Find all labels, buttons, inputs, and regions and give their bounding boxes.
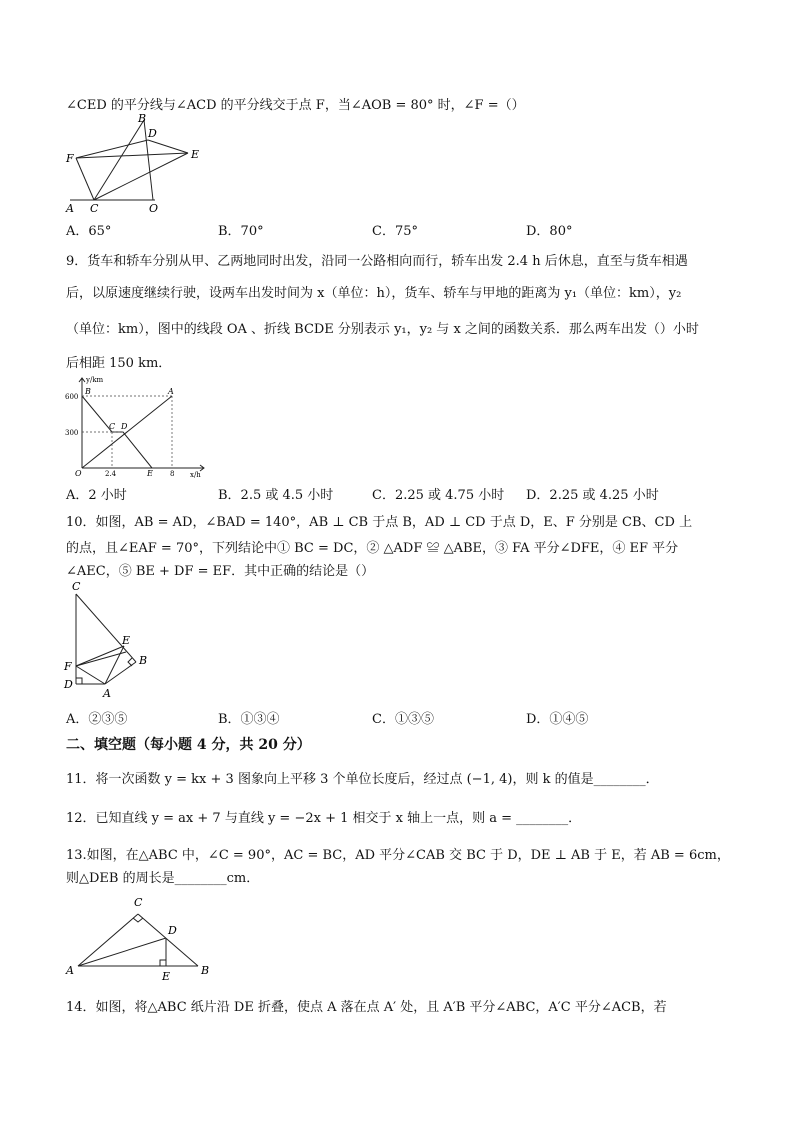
fig8-label-A: A	[66, 202, 74, 215]
fig8-label-C: C	[90, 202, 99, 215]
q9-xtick-2.4: 2.4	[105, 470, 117, 478]
fig13-label-B: B	[201, 964, 210, 977]
q8-option-a: A．65°	[66, 224, 112, 239]
section-title-fill-blank: 二、填空题（每小题 4 分，共 20 分）	[66, 737, 311, 753]
fig8-label-D: D	[148, 127, 157, 140]
fig10-label-A: A	[103, 687, 111, 700]
fig10-label-C: C	[72, 580, 81, 593]
q9-point-D: D	[121, 422, 128, 431]
q9-option-a: A．2 小时	[66, 488, 127, 503]
q10-option-a: A．②③⑤	[66, 712, 128, 727]
q9-line2: 后，以原速度继续行驶，设两车出发时间为 x（单位：h），货车、轿车与甲地的距离为 y₁（单位：km），y₂	[66, 286, 682, 301]
q9-point-A: A	[168, 387, 174, 396]
fig10-label-F: F	[64, 660, 72, 673]
q13-line1: 13.如图，在△ABC 中，∠C = 90°，AC = BC，AD 平分∠CAB 交 BC 于 D，DE ⊥ AB 于 E，若 AB = 6cm，	[66, 848, 730, 863]
q12-text: 12．已知直线 y = ax + 7 与直线 y = −2x + 1 相交于 x 轴上一点，则 a = ________．	[66, 811, 582, 826]
q9-line4: 后相距 150 km．	[66, 356, 172, 371]
q9-point-C: C	[109, 422, 116, 431]
q9-line1: 9．货车和轿车分别从甲、乙两地同时出发，沿同一公路相向而行，轿车出发 2.4 h 后休息，直至与货车相遇	[66, 254, 688, 269]
fig10-label-E: E	[122, 634, 131, 647]
q9-option-b: B．2.5 或 4.5 小时	[218, 488, 334, 503]
q8-option-b: B．70°	[218, 224, 264, 239]
q8-option-c: C．75°	[372, 224, 418, 239]
q10-line2: 的点，且∠EAF = 70°，下列结论中① BC = DC，② △ADF ≌ △ABE，③ FA 平分∠DFE，④ EF 平分	[66, 541, 679, 556]
q9-xtick-8: 8	[170, 470, 175, 478]
q8-figure	[60, 112, 210, 217]
q9-ytick-600: 600	[65, 393, 79, 401]
q10-option-b: B．①③④	[218, 712, 280, 727]
fig13-label-D: D	[168, 924, 177, 937]
fig8-label-E: E	[191, 148, 200, 161]
q8-stem: ∠CED 的平分线与∠ACD 的平分线交于点 F，当∠AOB = 80° 时，∠F =（）	[66, 98, 525, 113]
q13-figure	[62, 890, 222, 990]
q9-xlabel: x/h	[190, 471, 201, 479]
q9-ytick-300: 300	[65, 429, 79, 437]
q9-graph	[62, 374, 212, 482]
q10-figure	[60, 580, 170, 705]
q9-line3: （单位：km），图中的线段 OA 、折线 BCDE 分别表示 y₁，y₂ 与 x 之间的函数关系．那么两车出发（）小时	[66, 322, 699, 337]
fig8-label-O: O	[149, 202, 159, 215]
q11-text: 11．将一次函数 y = kx + 3 图象向上平移 3 个单位长度后，经过点 (−1, 4)，则 k 的值是________．	[66, 772, 659, 787]
q9-point-O: O	[75, 469, 82, 478]
q10-line1: 10．如图，AB = AD，∠BAD = 140°，AB ⊥ CB 于点 B，AD ⊥ CD 于点 D，E、F 分别是 CB、CD 上	[66, 515, 693, 530]
q9-point-B: B	[85, 387, 91, 396]
q14-text: 14．如图，将△ABC 纸片沿 DE 折叠，使点 A 落在点 A′ 处，且 A′B 平分∠ABC，A′C 平分∠ACB，若	[66, 1000, 667, 1015]
q10-option-c: C．①③⑤	[372, 712, 434, 727]
q9-point-E: E	[147, 469, 153, 478]
q9-option-c: C．2.25 或 4.75 小时	[372, 488, 505, 503]
fig8-label-B: B	[138, 112, 147, 125]
fig8-label-F: F	[66, 152, 74, 165]
q8-option-d: D．80°	[526, 224, 573, 239]
q10-option-d: D．①④⑤	[526, 712, 589, 727]
q13-line2: 则△DEB 的周长是________cm．	[66, 871, 260, 886]
fig13-label-C: C	[134, 896, 143, 909]
fig10-label-B: B	[139, 654, 148, 667]
fig13-label-E: E	[162, 970, 171, 983]
q9-option-d: D．2.25 或 4.25 小时	[526, 488, 659, 503]
q10-line3: ∠AEC，⑤ BE + DF = EF．其中正确的结论是（）	[66, 564, 375, 579]
fig13-label-A: A	[66, 964, 74, 977]
fig10-label-D: D	[64, 678, 73, 691]
q9-ylabel: y/km	[86, 376, 104, 384]
